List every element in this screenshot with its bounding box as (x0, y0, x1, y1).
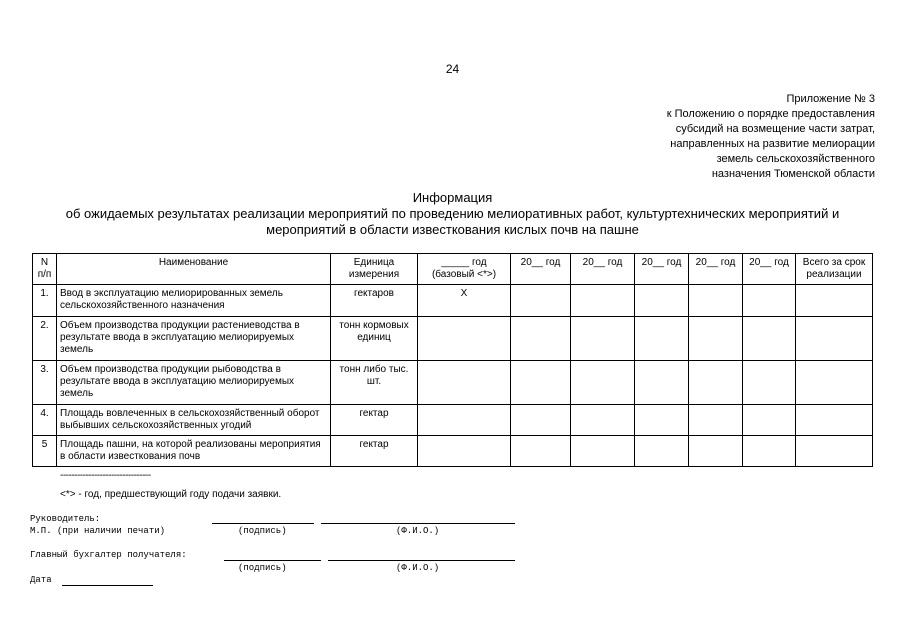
appendix-line: земель сельскохозяйственного (716, 153, 875, 165)
empty-cell (571, 361, 635, 405)
accountant-label: Главный бухгалтер получателя: (30, 550, 187, 560)
footnote-text: <*> - год, предшествующий году подачи заявки. (60, 489, 282, 500)
empty-cell (743, 361, 796, 405)
appendix-line: направленных на развитие мелиорации (670, 138, 875, 150)
header-cell: 20__ год (571, 254, 635, 285)
empty-cell (743, 436, 796, 467)
empty-cell (796, 405, 873, 436)
head-fio-line (321, 523, 515, 524)
date-line (62, 585, 153, 586)
row-number: 4. (33, 405, 57, 436)
header-cell: Единица измерения (331, 254, 418, 285)
empty-cell (511, 361, 571, 405)
row-unit: тонн кормовых единиц (331, 317, 418, 361)
header-cell: 20__ год (635, 254, 689, 285)
empty-cell (635, 361, 689, 405)
title-line: Информация (412, 190, 493, 205)
accountant-fio-line (328, 560, 515, 561)
empty-cell (743, 405, 796, 436)
appendix-block (667, 92, 875, 182)
sign-caption: (подпись) (238, 526, 287, 536)
appendix-line: к Положению о порядке предоставления (666, 108, 875, 120)
header-cell: 20__ год (689, 254, 743, 285)
row-base-year (418, 361, 511, 405)
row-name: Ввод в эксплуатацию мелиорированных земель сельскохозяйственного назначения (57, 285, 331, 317)
row-unit: тонн либо тыс. шт. (331, 361, 418, 405)
row-name: Объем производства продукции рыбоводства в результате ввода в эксплуатацию мелиорируемых земель (57, 361, 331, 405)
empty-cell (743, 317, 796, 361)
title-line: мероприятий в области известкования кислых почв на пашне (266, 222, 639, 237)
head-signature-line (212, 523, 314, 524)
empty-cell (796, 436, 873, 467)
page-number: 24 (445, 62, 460, 76)
title-line: об ожидаемых результатах реализации мероприятий по проведению мелиоративных работ, культуртехнических мероприятий и (65, 206, 840, 221)
empty-cell (635, 405, 689, 436)
empty-cell (689, 317, 743, 361)
empty-cell (635, 285, 689, 317)
header-cell: Наименование (57, 254, 331, 285)
empty-cell (689, 361, 743, 405)
row-base-year (418, 317, 511, 361)
empty-cell (796, 285, 873, 317)
row-number: 1. (33, 285, 57, 317)
row-unit: гектар (331, 405, 418, 436)
date-label: Дата (30, 575, 52, 585)
row-unit: гектар (331, 436, 418, 467)
header-cell: 20__ год (743, 254, 796, 285)
empty-cell (796, 361, 873, 405)
table-header-row (33, 254, 873, 285)
empty-cell (689, 405, 743, 436)
stamp-label: М.П. (при наличии печати) (30, 526, 166, 536)
empty-cell (571, 436, 635, 467)
empty-cell (511, 436, 571, 467)
row-name: Площадь пашни, на которой реализованы мероприятия в области известкования почв (57, 436, 331, 467)
row-base-year (418, 405, 511, 436)
sign-caption: (подпись) (238, 563, 287, 573)
empty-cell (796, 317, 873, 361)
fio-caption: (Ф.И.О.) (396, 526, 440, 536)
results-table (32, 253, 873, 467)
table-row (33, 285, 873, 317)
table-row (33, 361, 873, 405)
footnote-separator: -------------------------------- (60, 470, 151, 481)
row-number: 3. (33, 361, 57, 405)
empty-cell (689, 436, 743, 467)
empty-cell (635, 436, 689, 467)
empty-cell (511, 317, 571, 361)
accountant-signature-line (224, 560, 321, 561)
empty-cell (511, 405, 571, 436)
empty-cell (689, 285, 743, 317)
table-row (33, 405, 873, 436)
empty-cell (571, 405, 635, 436)
header-cell: Всего за срок реализации (796, 254, 873, 285)
row-name: Объем производства продукции растениеводства в результате ввода в эксплуатацию мелиорируемых земель (57, 317, 331, 361)
row-base-year: X (418, 285, 511, 317)
empty-cell (511, 285, 571, 317)
header-cell: N п/п (33, 254, 57, 285)
row-number: 2. (33, 317, 57, 361)
appendix-line: субсидий на возмещение части затрат, (675, 123, 875, 135)
header-cell: 20__ год (511, 254, 571, 285)
table-row (33, 317, 873, 361)
appendix-line: Приложение № 3 (786, 93, 875, 105)
appendix-line: назначения Тюменской области (711, 168, 875, 180)
head-label: Руководитель: (30, 514, 101, 524)
row-base-year (418, 436, 511, 467)
fio-caption: (Ф.И.О.) (396, 563, 440, 573)
header-cell: _____ год (базовый <*>) (418, 254, 511, 285)
empty-cell (635, 317, 689, 361)
row-number: 5 (33, 436, 57, 467)
table-row (33, 436, 873, 467)
row-unit: гектаров (331, 285, 418, 317)
empty-cell (571, 285, 635, 317)
empty-cell (571, 317, 635, 361)
document-title (20, 190, 885, 238)
row-name: Площадь вовлеченных в сельскохозяйственный оборот выбывших сельскохозяйственных угодий (57, 405, 331, 436)
empty-cell (743, 285, 796, 317)
